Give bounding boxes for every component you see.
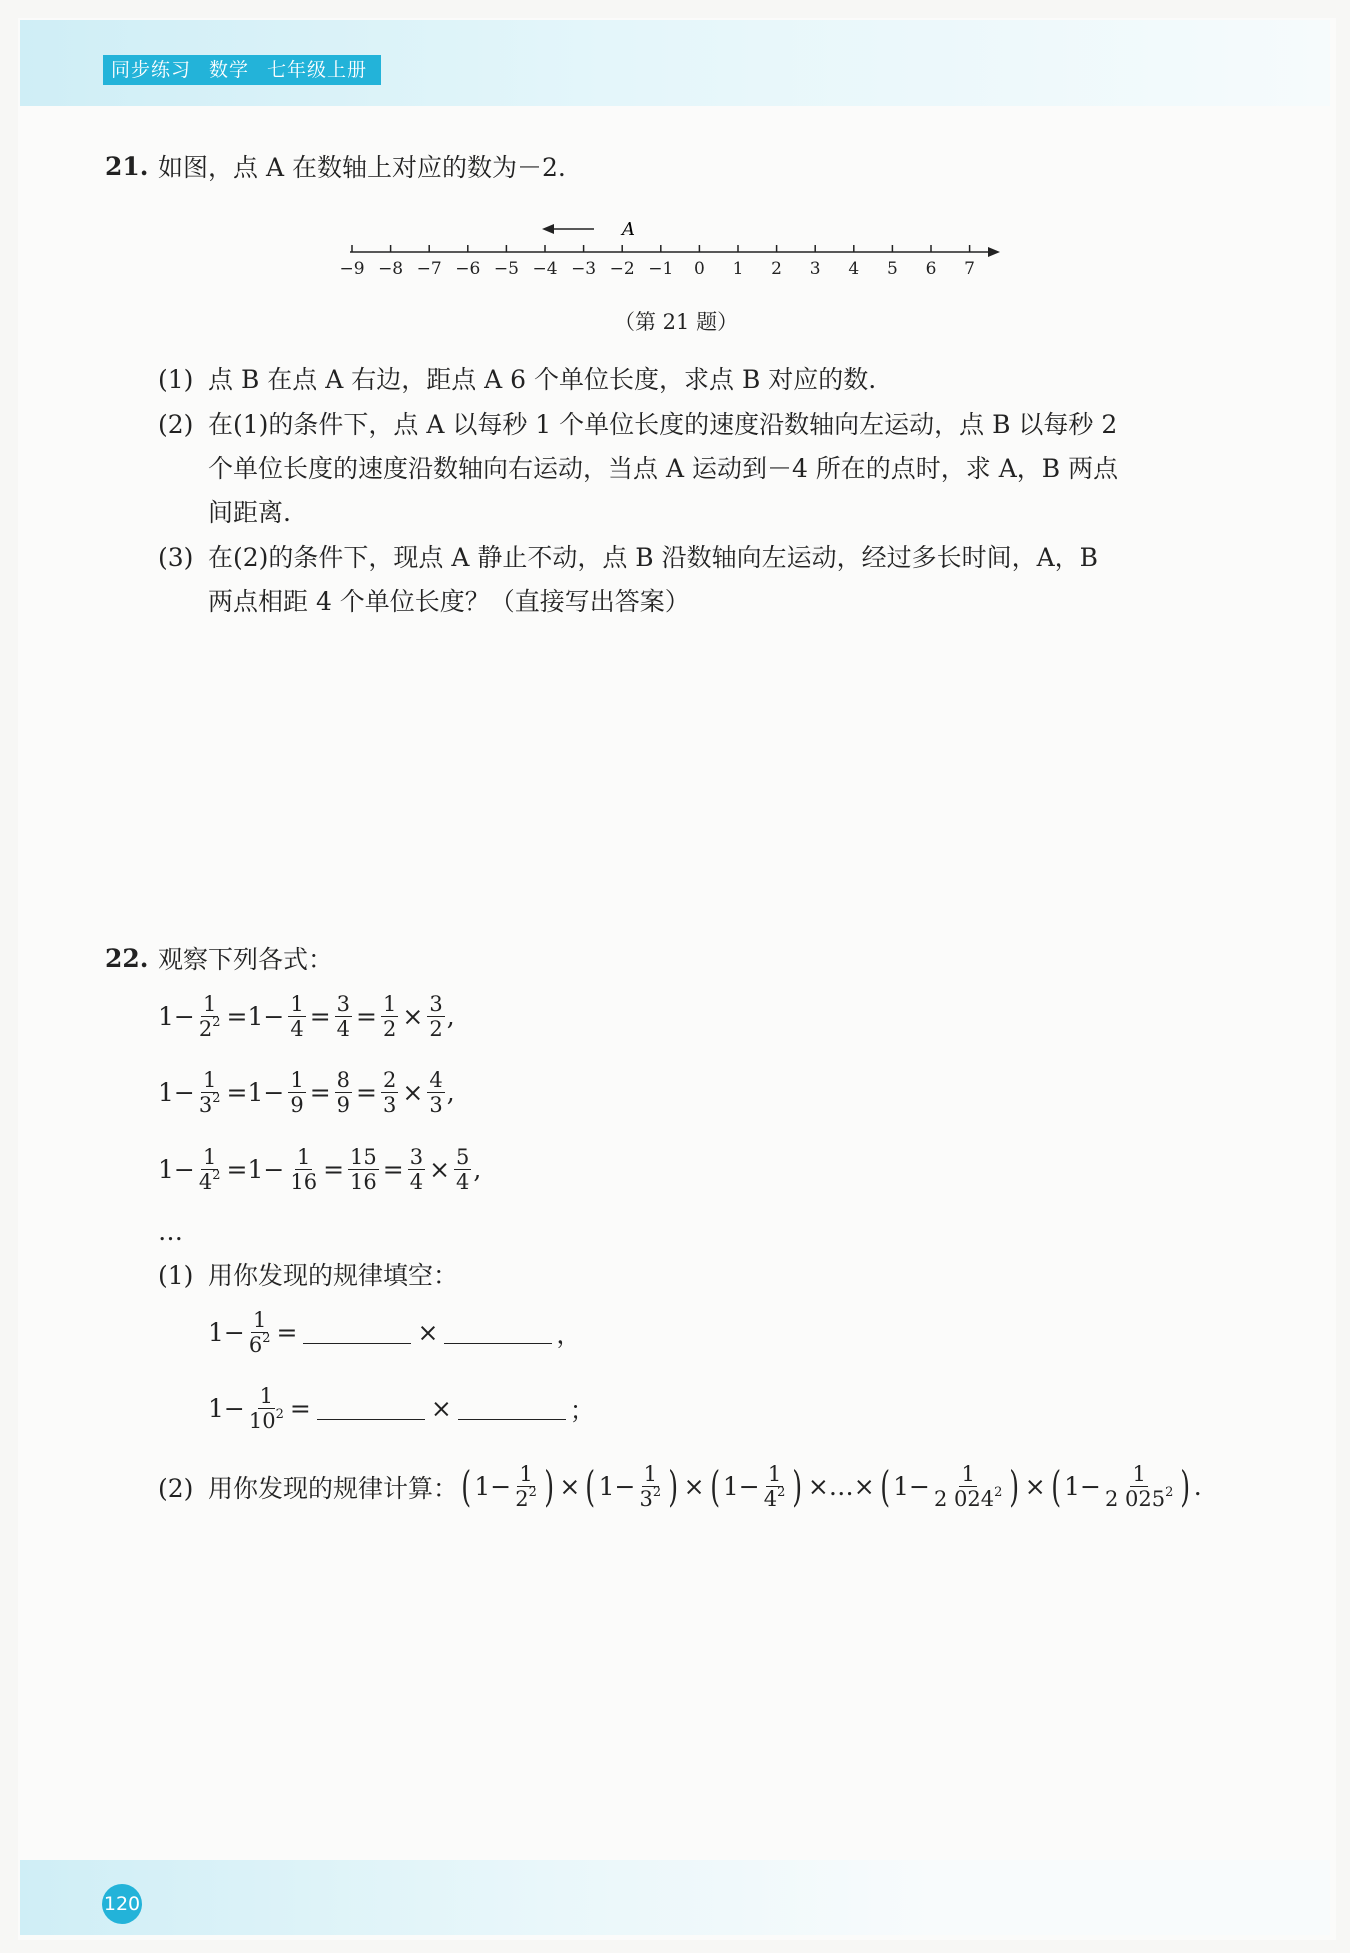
tick-label: 6: [925, 259, 937, 279]
q21-part3-label: (3): [158, 543, 194, 572]
ellipsis: …: [158, 1217, 183, 1246]
answer-blank[interactable]: [317, 1397, 425, 1420]
tick-label: −4: [532, 259, 558, 279]
q21-part1-line1: 点 B 在点 A 右边，距点 A 6 个单位长度，求点 B 对应的数.: [208, 365, 877, 394]
tick-label: −5: [493, 259, 519, 279]
tick-label: 2: [771, 259, 783, 279]
q21-part3-line2: 两点相距 4 个单位长度？（直接写出答案）: [208, 587, 690, 616]
equation-row: 1− $\frac{1}{4^2}$ =1− $\frac{1}{16}$ = $\frac{15}{16}$ = $\frac{3}{4}$ × $\frac{5}{4}$ ,: [158, 1145, 482, 1194]
q22-part2-label: (2): [158, 1474, 194, 1503]
tick-label: −3: [571, 259, 597, 279]
answer-blank[interactable]: [303, 1321, 411, 1344]
number-line-figure: [330, 212, 1010, 292]
q21-number: 21.: [105, 152, 149, 181]
tick-label: −6: [455, 259, 481, 279]
q22-part1-text: 用你发现的规律填空：: [208, 1261, 459, 1290]
figure-caption: （第 21 题）: [614, 310, 739, 334]
point-a-label: A: [622, 219, 635, 240]
tick-group: [352, 245, 970, 252]
header-tag: [103, 55, 381, 85]
fill-blank-row: 1− $\frac{1}{10^2}$ = × ；: [208, 1384, 595, 1433]
fill-blank-row: 1− $\frac{1}{6^2}$ = × ，: [208, 1308, 582, 1357]
equation-row: 1− $\frac{1}{3^2}$ =1− $\frac{1}{9}$ = $\frac{8}{9}$ = $\frac{2}{3}$ × $\frac{4}{3}$ ,: [158, 1068, 455, 1117]
footer-band: [20, 1860, 1330, 1935]
q22-part2-text: 用你发现的规律计算：: [208, 1473, 459, 1503]
q21-stem: 如图，点 A 在数轴上对应的数为－2.: [158, 153, 566, 182]
q22-stem: 观察下列各式：: [158, 945, 334, 974]
tick-label: 1: [732, 259, 744, 279]
product-expression: 用你发现的规律计算： ( 1− $\frac{1}{2^2}$ ) × ( 1− $\frac{1}{3^2}$ ) × ( 1− $\frac{1}{4^2}$ ) ×…× ( 1− $\frac{1}{2 024^2}$ ) × ( 1− $\frac{1}{2 025^2}$ ) .: [208, 1461, 1202, 1511]
header-series: 同步练习: [111, 59, 192, 81]
equation-row: 1− $\frac{1}{2^2}$ =1− $\frac{1}{4}$ = $\frac{3}{4}$ = $\frac{1}{2}$ × $\frac{3}{2}$ ,: [158, 992, 455, 1041]
tick-label: 4: [848, 259, 860, 279]
q21-part2-line3: 间距离.: [208, 498, 291, 527]
tick-label: −8: [378, 259, 404, 279]
q22-part1-label: (1): [158, 1261, 194, 1290]
tick-label: 7: [964, 259, 976, 279]
q21-part2-line1: 在(1)的条件下，点 A 以每秒 1 个单位长度的速度沿数轴向左运动，点 B 以每秒 2: [208, 410, 1118, 439]
page-number: 120: [102, 1884, 142, 1924]
tick-label: −7: [416, 259, 442, 279]
q21-part1-label: (1): [158, 365, 194, 394]
header-grade: 七年级上册: [267, 59, 368, 81]
tick-label: −9: [339, 259, 365, 279]
tick-label: −1: [648, 259, 674, 279]
q22-number: 22.: [105, 944, 149, 973]
tick-label: −2: [609, 259, 635, 279]
tick-label-group: [339, 259, 975, 279]
axis-arrowhead: [988, 247, 1000, 257]
tick-label: 3: [809, 259, 821, 279]
q21-part3-line1: 在(2)的条件下，现点 A 静止不动，点 B 沿数轴向左运动，经过多长时间，A，B: [208, 543, 1099, 572]
tick-label: 0: [693, 259, 705, 279]
q21-part2-line2: 个单位长度的速度沿数轴向右运动，当点 A 运动到－4 所在的点时，求 A，B 两点: [208, 454, 1119, 483]
tick-label: 5: [886, 259, 898, 279]
answer-blank[interactable]: [458, 1397, 566, 1420]
answer-blank[interactable]: [444, 1321, 552, 1344]
q21-part2-label: (2): [158, 410, 194, 439]
header-subject: 数学: [209, 59, 250, 81]
left-motion-arrowhead: [542, 224, 554, 234]
